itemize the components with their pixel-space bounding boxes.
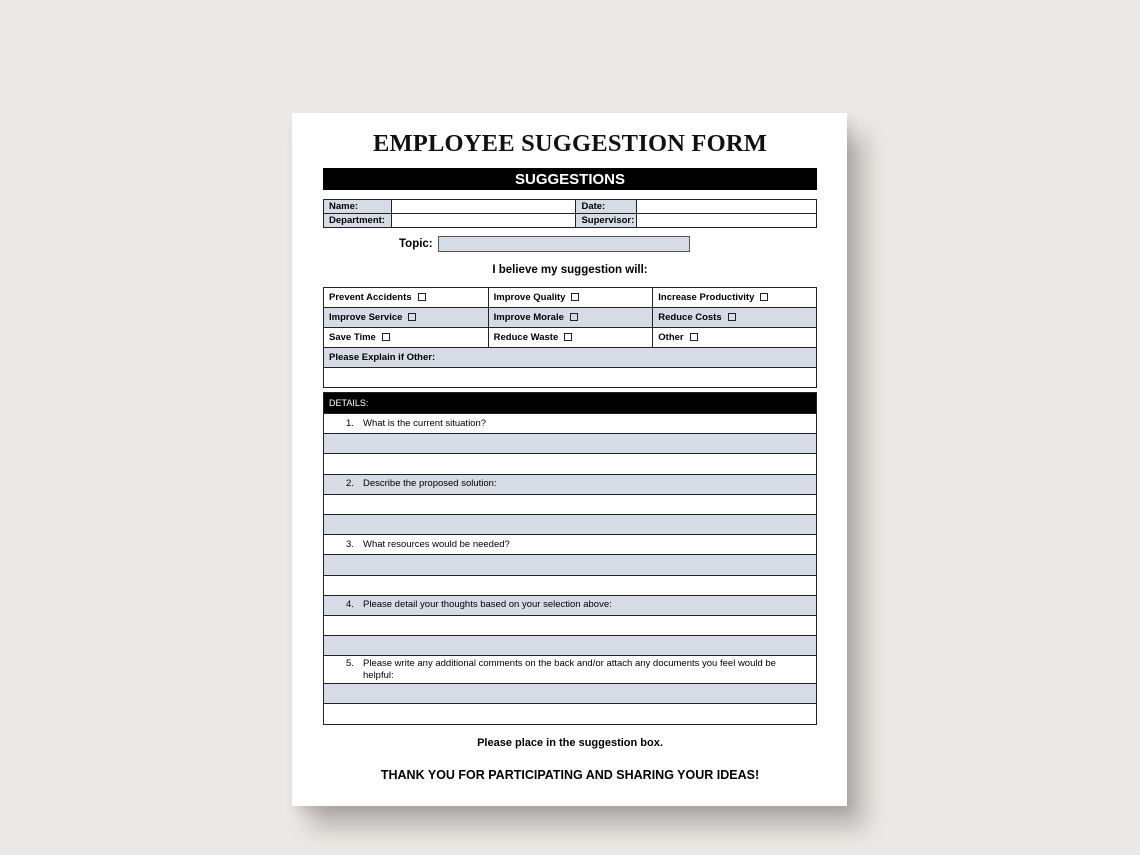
option-save-time[interactable] xyxy=(324,328,489,348)
checkbox[interactable] xyxy=(728,313,736,321)
checkbox[interactable] xyxy=(564,333,572,341)
supervisor-label: Supervisor: xyxy=(576,214,637,228)
place-in-box-note: Please place in the suggestion box. xyxy=(477,737,663,749)
form-sheet xyxy=(292,113,847,806)
explain-other-label: Please Explain if Other: xyxy=(324,348,817,368)
option-label: Improve Service xyxy=(329,312,403,323)
answer-line[interactable] xyxy=(324,555,817,575)
checkbox[interactable] xyxy=(760,293,768,301)
explain-other-field[interactable] xyxy=(324,368,817,388)
checkbox[interactable] xyxy=(571,293,579,301)
option-other[interactable] xyxy=(653,328,817,348)
supervisor-field[interactable] xyxy=(637,214,817,228)
answer-line[interactable] xyxy=(324,636,817,656)
date-label: Date: xyxy=(576,200,637,214)
option-label: Save Time xyxy=(329,332,376,343)
question-number: 3. xyxy=(346,538,354,550)
option-improve-quality[interactable] xyxy=(488,288,653,308)
question-number: 1. xyxy=(346,417,354,429)
believe-heading: I believe my suggestion will: xyxy=(492,264,648,276)
question-text: Describe the proposed solution: xyxy=(363,478,497,490)
answer-line[interactable] xyxy=(324,704,817,724)
question-text: Please write any additional comments on the back and/or attach any documents you feel would be helpful: xyxy=(363,657,776,681)
question-4 xyxy=(324,595,817,615)
question-number: 5. xyxy=(346,657,354,669)
answer-line[interactable] xyxy=(324,454,817,474)
answer-line[interactable] xyxy=(324,684,817,704)
option-label: Improve Quality xyxy=(493,292,566,303)
name-field[interactable] xyxy=(391,200,576,214)
details-header: DETAILS: xyxy=(324,393,817,414)
suggestion-options-table xyxy=(323,287,817,388)
date-field[interactable] xyxy=(637,200,817,214)
question-number: 4. xyxy=(346,599,354,611)
thank-you-message: THANK YOU FOR PARTICIPATING AND SHARING YOUR IDEAS! xyxy=(380,768,760,782)
question-2 xyxy=(324,474,817,494)
option-label: Other xyxy=(658,332,684,343)
option-label: Reduce Costs xyxy=(658,312,722,323)
checkbox[interactable] xyxy=(418,293,426,301)
question-number: 2. xyxy=(346,478,354,490)
answer-line[interactable] xyxy=(324,615,817,635)
option-prevent-accidents[interactable] xyxy=(324,288,489,308)
form-title: EMPLOYEE SUGGESTION FORM xyxy=(372,130,768,157)
option-label: Prevent Accidents xyxy=(329,292,412,303)
topic-label: Topic: xyxy=(399,238,433,250)
answer-line[interactable] xyxy=(324,494,817,514)
option-label: Increase Productivity xyxy=(658,292,755,303)
question-5 xyxy=(324,656,817,684)
topic-field[interactable] xyxy=(438,236,690,252)
department-label: Department: xyxy=(324,214,392,228)
question-text: Please detail your thoughts based on your selection above: xyxy=(363,599,612,611)
department-field[interactable] xyxy=(391,214,576,228)
question-text: What is the current situation? xyxy=(363,417,487,429)
option-increase-productivity[interactable] xyxy=(653,288,817,308)
option-improve-service[interactable] xyxy=(324,308,489,328)
question-3 xyxy=(324,535,817,555)
answer-line[interactable] xyxy=(324,434,817,454)
answer-line[interactable] xyxy=(324,514,817,534)
option-reduce-costs[interactable] xyxy=(653,308,817,328)
employee-info-table xyxy=(323,199,817,228)
option-reduce-waste[interactable] xyxy=(488,328,653,348)
checkbox[interactable] xyxy=(382,333,390,341)
answer-line[interactable] xyxy=(324,575,817,595)
details-table xyxy=(323,392,817,725)
option-label: Improve Morale xyxy=(493,312,564,323)
checkbox[interactable] xyxy=(690,333,698,341)
suggestions-banner: SUGGESTIONS xyxy=(323,168,817,190)
checkbox[interactable] xyxy=(570,313,578,321)
name-label: Name: xyxy=(324,200,392,214)
option-label: Reduce Waste xyxy=(493,332,559,343)
question-1 xyxy=(324,414,817,434)
question-text: What resources would be needed? xyxy=(363,538,510,550)
checkbox[interactable] xyxy=(408,313,416,321)
option-improve-morale[interactable] xyxy=(488,308,653,328)
topic-row xyxy=(399,236,690,252)
